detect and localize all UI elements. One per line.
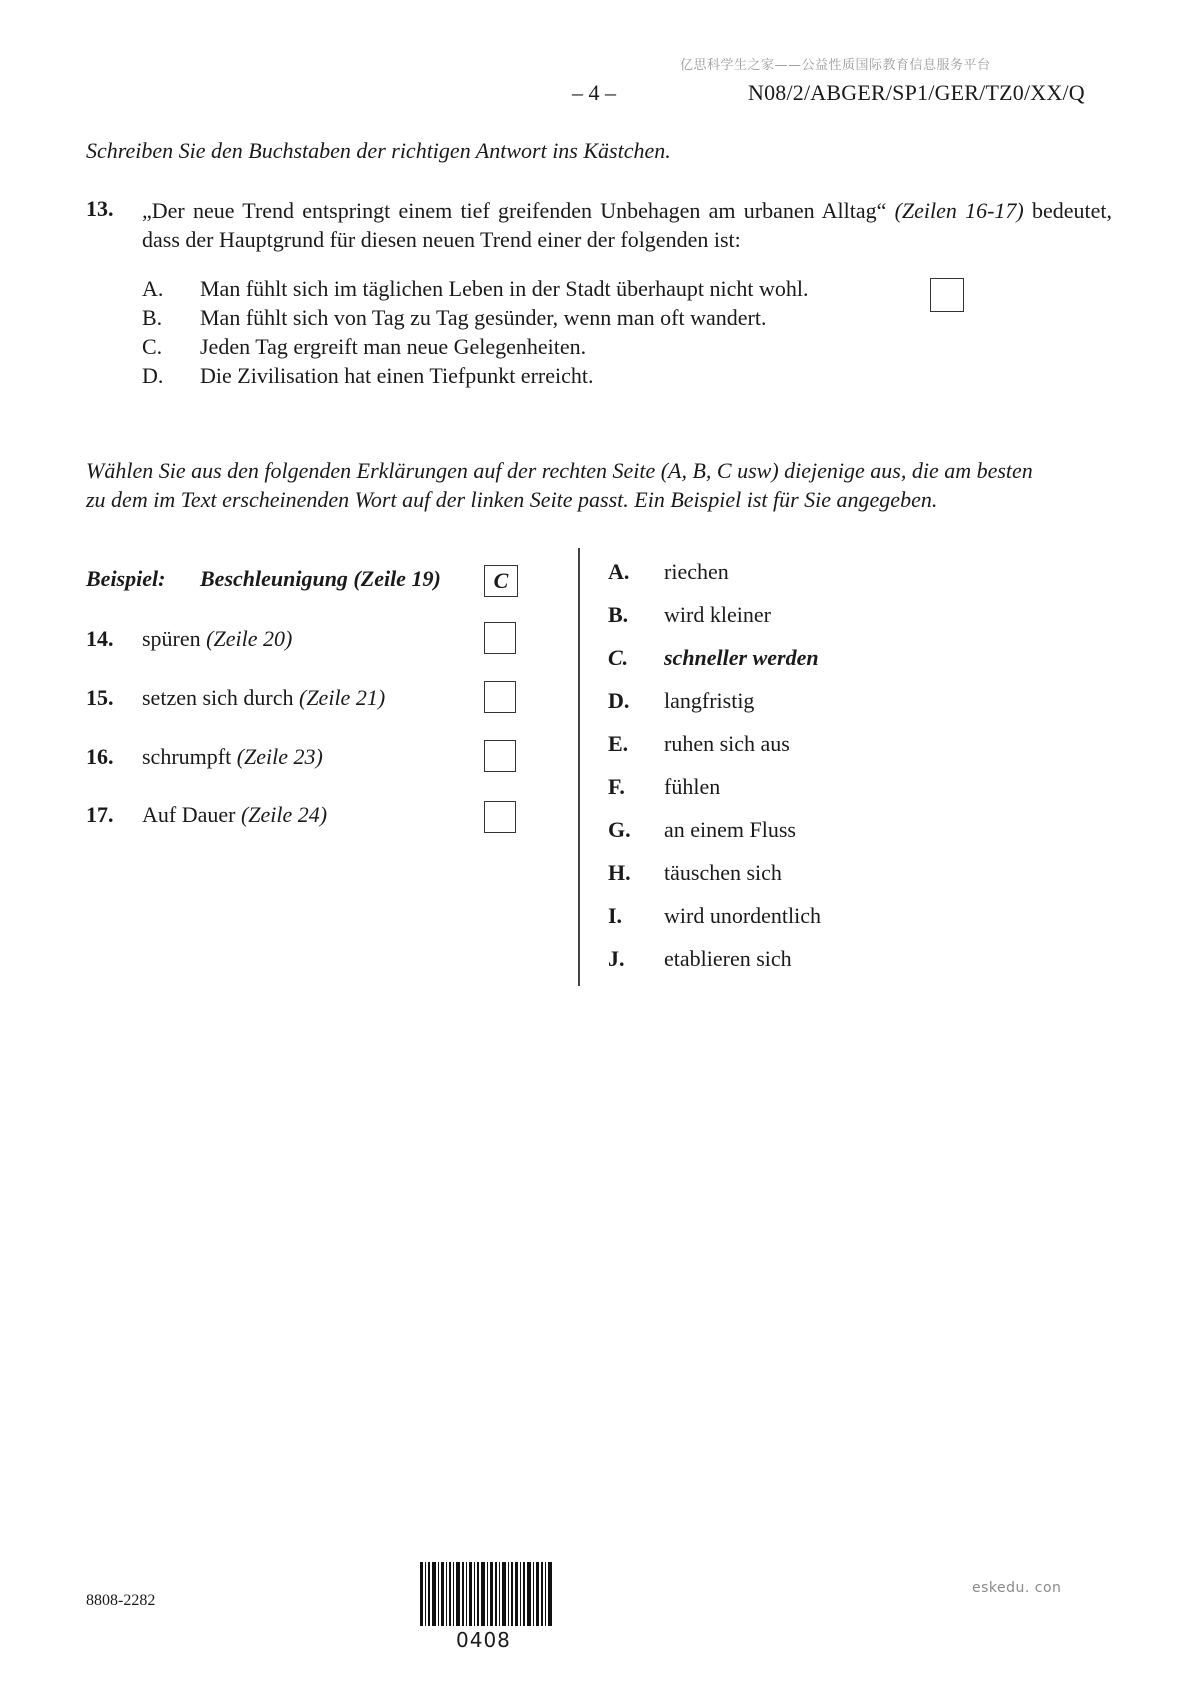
question-quote: „Der neue Trend entspringt einem tief greifenden Unbehagen am urbanen Alltag“ <box>142 198 887 223</box>
instruction-section2-line2: zu dem im Text erscheinenden Wort auf der linken Seite passt. Ein Beispiel ist für Sie angegeben. <box>86 487 938 512</box>
choice-letter: E. <box>608 731 629 756</box>
example-label: Beispiel: <box>86 566 166 591</box>
choice-letter: D. <box>608 688 630 713</box>
item-word <box>142 626 292 652</box>
choice-text: täuschen sich <box>664 860 782 885</box>
item-ref: (Zeile 20) <box>206 626 293 651</box>
barcode-icon <box>420 1562 552 1626</box>
paper-code: N08/2/ABGER/SP1/GER/TZ0/XX/Q <box>748 80 1085 105</box>
answer-box-14[interactable] <box>484 622 516 654</box>
choice-letter: I. <box>608 903 623 928</box>
question-rest: bedeutet, dass der Hauptgrund für diesen neuen Trend einer der folgenden ist: <box>142 198 1113 252</box>
item-word <box>142 744 323 770</box>
option-text: Man fühlt sich im täglichen Leben in der Stadt überhaupt nicht wohl. <box>200 276 809 301</box>
item-word <box>142 685 385 711</box>
item-ref: (Zeile 23) <box>236 744 323 769</box>
choice-letter: B. <box>608 602 629 627</box>
choice-letter: A. <box>608 559 630 584</box>
choice-text: schneller werden <box>664 645 819 670</box>
column-divider <box>578 548 580 986</box>
item-number: 16. <box>86 744 114 769</box>
answer-box-q13[interactable] <box>930 278 964 312</box>
footer-code: 8808-2282 <box>86 1592 156 1609</box>
choice-text: riechen <box>664 559 729 584</box>
option-letter: D. <box>142 363 164 388</box>
answer-box-17[interactable] <box>484 801 516 833</box>
instruction-section2-line1: Wählen Sie aus den folgenden Erklärungen auf der rechten Seite (A, B, C usw) diejenige aus, die am besten <box>86 458 1033 483</box>
instruction-section1: Schreiben Sie den Buchstaben der richtigen Antwort ins Kästchen. <box>86 138 671 163</box>
item-number: 15. <box>86 685 114 710</box>
page-number: – 4 – <box>572 80 616 105</box>
choice-text: etablieren sich <box>664 946 792 971</box>
choice-text: wird unordentlich <box>664 903 822 928</box>
option-letter: B. <box>142 305 163 330</box>
option-text: Die Zivilisation hat einen Tiefpunkt erreicht. <box>200 363 594 388</box>
barcode-number: 0408 <box>456 1628 511 1652</box>
option-text: Man fühlt sich von Tag zu Tag gesünder, wenn man oft wandert. <box>200 305 767 330</box>
item-ref: (Zeile 21) <box>299 685 386 710</box>
answer-box-15[interactable] <box>484 681 516 713</box>
item-word-text: schrumpft <box>142 744 232 769</box>
choice-letter: J. <box>608 946 625 971</box>
item-word <box>142 802 327 828</box>
question-text <box>142 196 1112 254</box>
item-word-text: spüren <box>142 626 201 651</box>
option-text: Jeden Tag ergreift man neue Gelegenheiten. <box>200 334 587 359</box>
item-ref: (Zeile 24) <box>240 802 328 827</box>
question-reference: (Zeilen 16-17) <box>894 198 1024 223</box>
item-word-text: Auf Dauer <box>142 802 236 827</box>
question-number: 13. <box>86 196 114 221</box>
option-letter: A. <box>142 276 164 301</box>
choice-letter: F. <box>608 774 625 799</box>
choice-text: wird kleiner <box>664 602 771 627</box>
choice-text: fühlen <box>664 774 721 799</box>
watermark-text: 亿思科学生之家——公益性质国际教育信息服务平台 <box>680 58 991 73</box>
example-word: Beschleunigung (Zeile 19) <box>200 566 441 591</box>
choice-letter: G. <box>608 817 631 842</box>
item-number: 14. <box>86 626 114 651</box>
example-answer-box: C <box>484 565 518 597</box>
option-letter: C. <box>142 334 163 359</box>
choice-text: an einem Fluss <box>664 817 796 842</box>
choice-letter: C. <box>608 645 629 670</box>
choice-text: ruhen sich aus <box>664 731 790 756</box>
choice-text: langfristig <box>664 688 755 713</box>
answer-box-16[interactable] <box>484 740 516 772</box>
item-number: 17. <box>86 802 114 827</box>
site-watermark: eskedu. con <box>972 1580 1062 1596</box>
item-word-text: setzen sich durch <box>142 685 294 710</box>
choice-letter: H. <box>608 860 631 885</box>
